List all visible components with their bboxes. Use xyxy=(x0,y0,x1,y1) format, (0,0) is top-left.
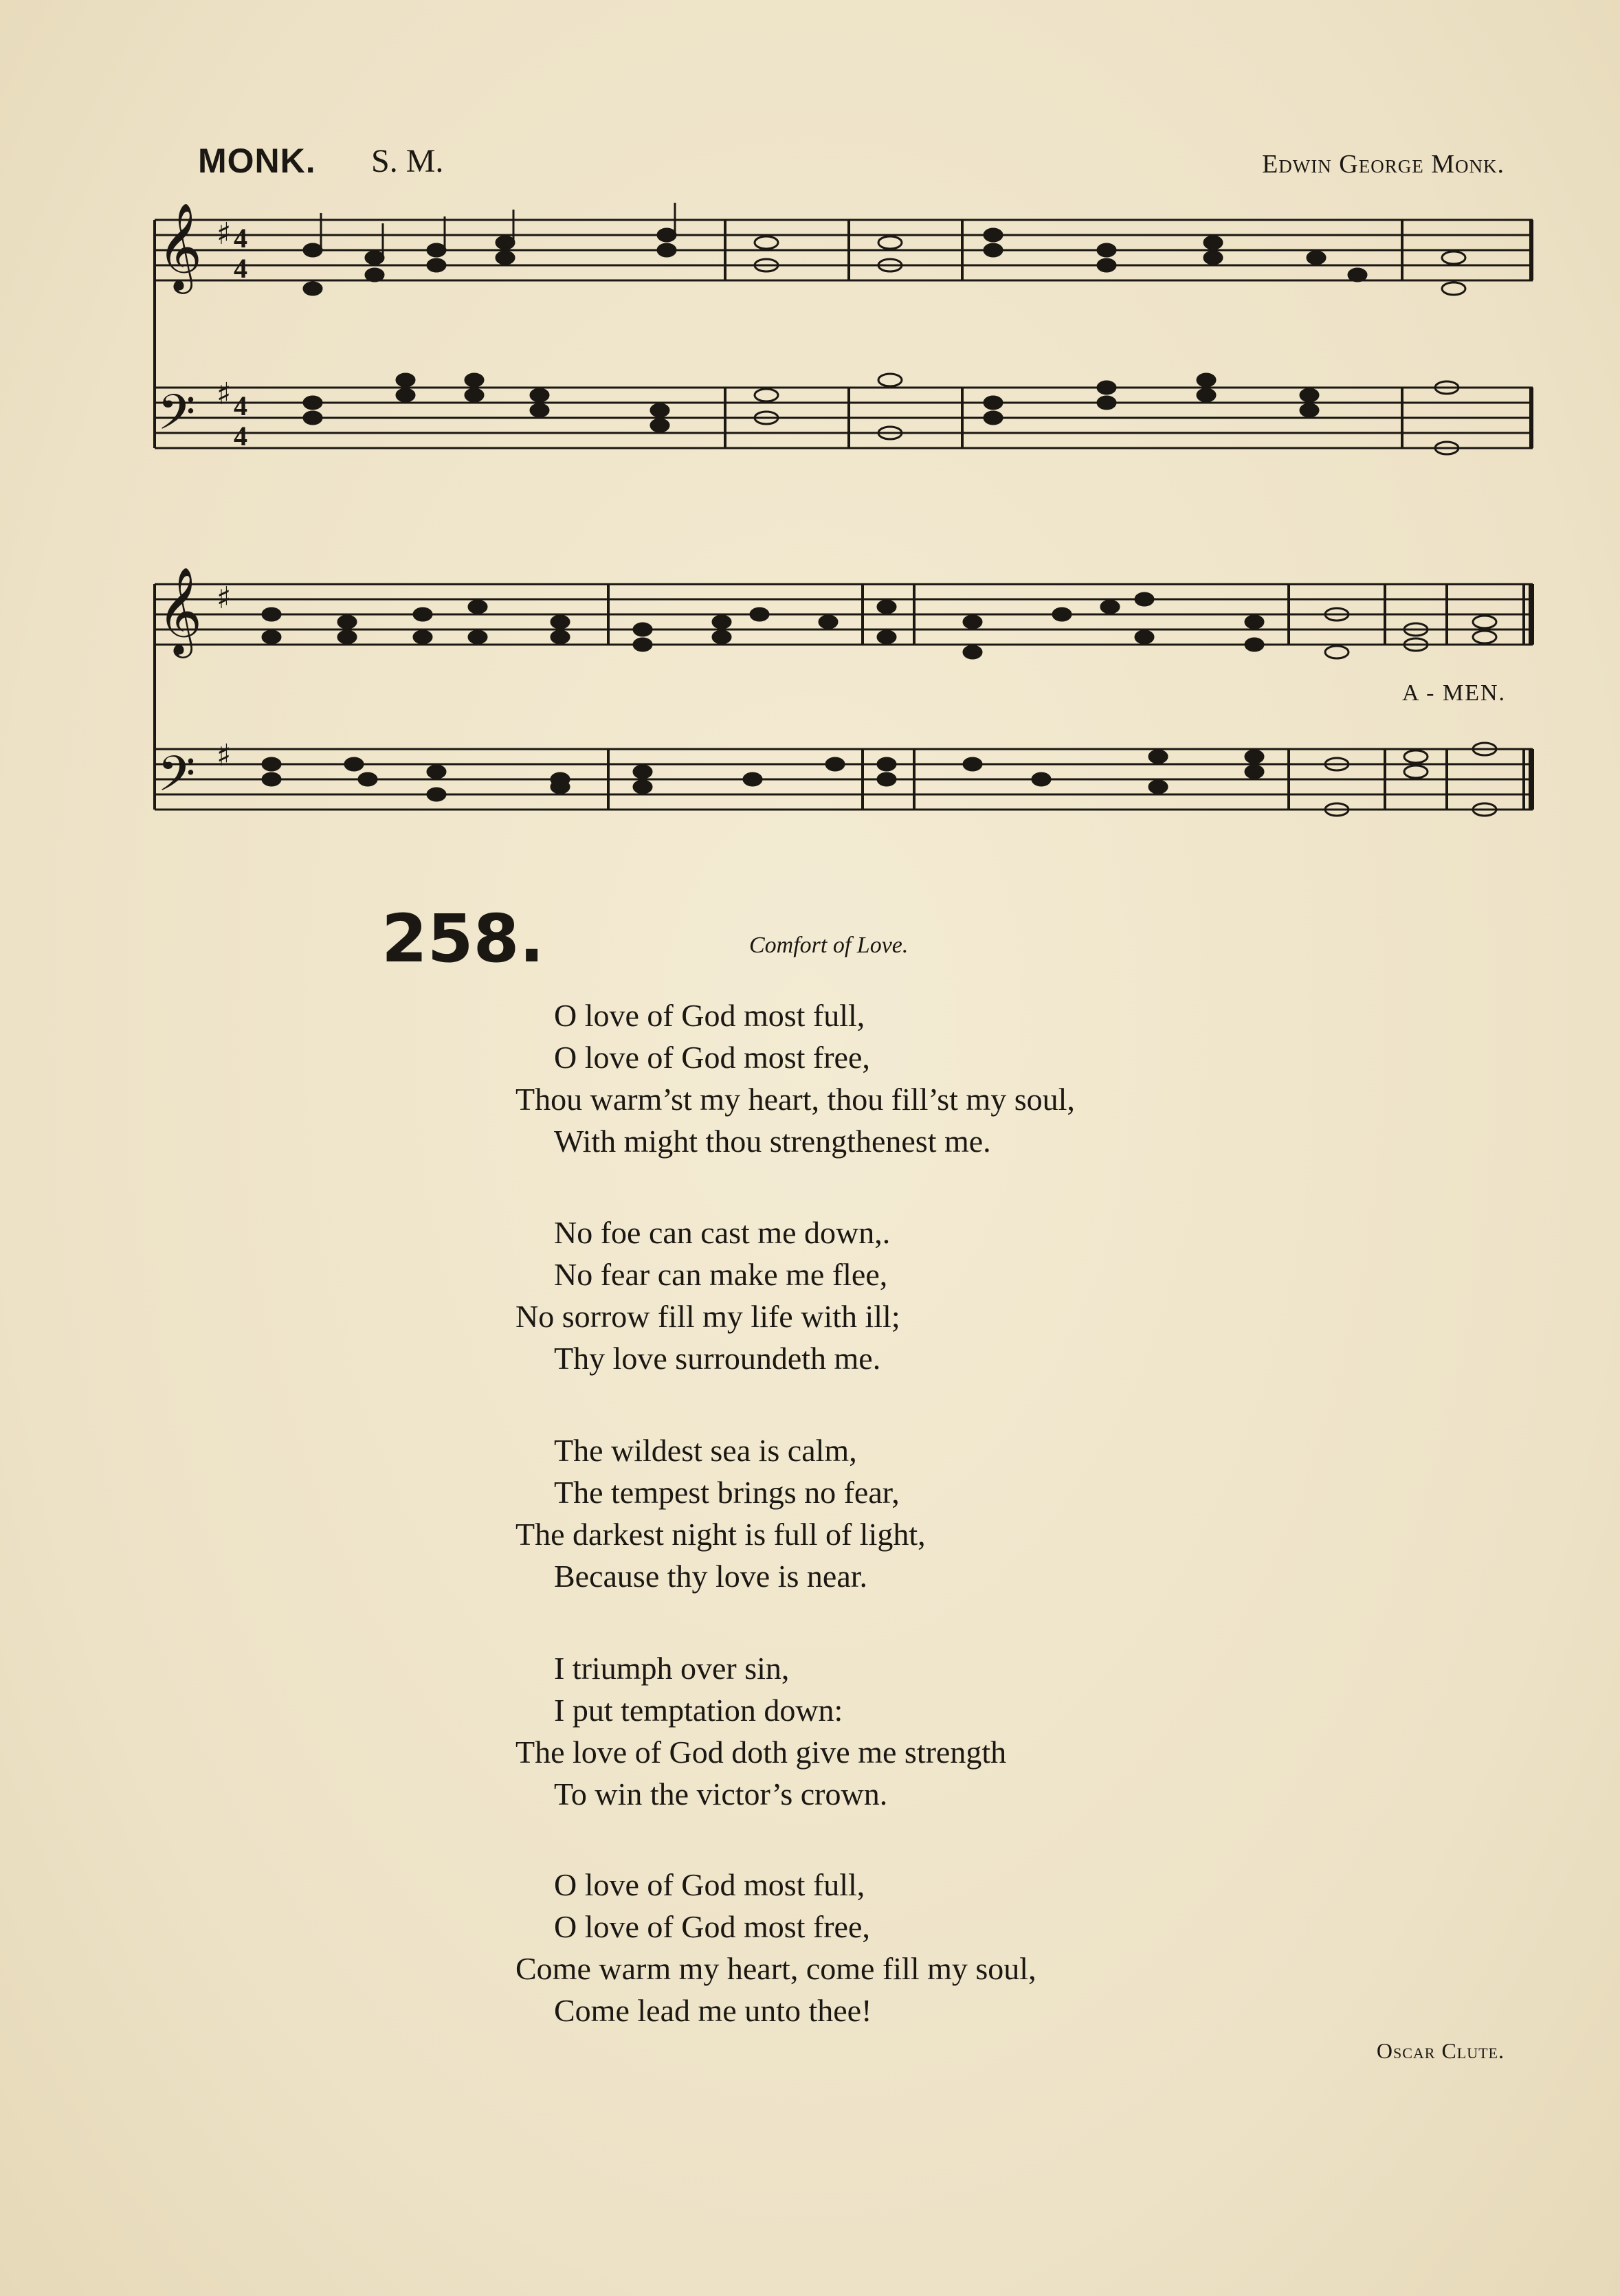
stanza-line: I triumph over sin, xyxy=(554,1651,790,1686)
stanza-line: To win the victor’s crown. xyxy=(554,1776,888,1812)
stanza-line: Thy love surroundeth me. xyxy=(554,1341,881,1376)
svg-text:♯: ♯ xyxy=(217,216,232,252)
stanza-line: The darkest night is full of light, xyxy=(515,1517,926,1552)
stanza-line: O love of God most free, xyxy=(554,1040,870,1075)
tune-name: MONK. xyxy=(198,142,316,180)
stanza-2 xyxy=(515,1212,900,1379)
hymn-title: Comfort of Love. xyxy=(749,933,909,958)
svg-text:𝄞: 𝄞 xyxy=(157,202,203,290)
stanza-line: No foe can cast me down,. xyxy=(554,1215,891,1250)
svg-text:4: 4 xyxy=(234,253,247,284)
meter: S. M. xyxy=(371,143,444,179)
score-system-2 xyxy=(148,543,1543,859)
stanza-line: The wildest sea is calm, xyxy=(554,1433,857,1468)
stanza-line: No sorrow fill my life with ill; xyxy=(515,1299,900,1334)
svg-text:𝄢: 𝄢 xyxy=(157,384,196,453)
stanza-1 xyxy=(515,994,1075,1162)
stanza-line: O love of God most free, xyxy=(554,1909,870,1944)
stanza-line: Thou warm’st my heart, thou fill’st my soul, xyxy=(515,1082,1075,1117)
stanza-line: The tempest brings no fear, xyxy=(554,1475,900,1510)
svg-text:4: 4 xyxy=(234,421,247,452)
stanza-line: With might thou strengthenest me. xyxy=(554,1124,991,1159)
hymn-number: 258. xyxy=(381,900,544,977)
stanza-line: I put temptation down: xyxy=(554,1693,843,1728)
stanza-line: O love of God most full, xyxy=(554,998,865,1033)
amen-label: A - MEN. xyxy=(1402,680,1507,706)
svg-text:𝄞: 𝄞 xyxy=(157,566,203,654)
svg-text:𝄢: 𝄢 xyxy=(157,746,196,814)
composer: Edwin George Monk. xyxy=(1262,150,1505,179)
stanza-5 xyxy=(515,1864,1036,2031)
music-system-1 xyxy=(148,186,1543,488)
stanza-line: Because thy love is near. xyxy=(554,1559,868,1594)
svg-text:♯: ♯ xyxy=(217,581,232,616)
stanza-line: The love of God doth give me strength xyxy=(515,1735,1007,1770)
stanza-line: Come lead me unto thee! xyxy=(554,1993,872,2028)
svg-text:♯: ♯ xyxy=(217,738,232,773)
author: Oscar Clute. xyxy=(1376,2038,1505,2063)
svg-text:♯: ♯ xyxy=(217,377,232,412)
stanza-line: O love of God most full, xyxy=(554,1867,865,1902)
svg-text:4: 4 xyxy=(234,223,247,254)
music-system-2 xyxy=(148,543,1543,859)
stanza-4 xyxy=(515,1647,1006,1815)
score-system-1 xyxy=(148,186,1543,488)
stanza-line: No fear can make me flee, xyxy=(554,1257,888,1292)
svg-text:4: 4 xyxy=(234,390,247,421)
stanza-line: Come warm my heart, come fill my soul, xyxy=(515,1951,1036,1986)
stanza-3 xyxy=(515,1429,926,1597)
tune-header xyxy=(0,141,1620,189)
